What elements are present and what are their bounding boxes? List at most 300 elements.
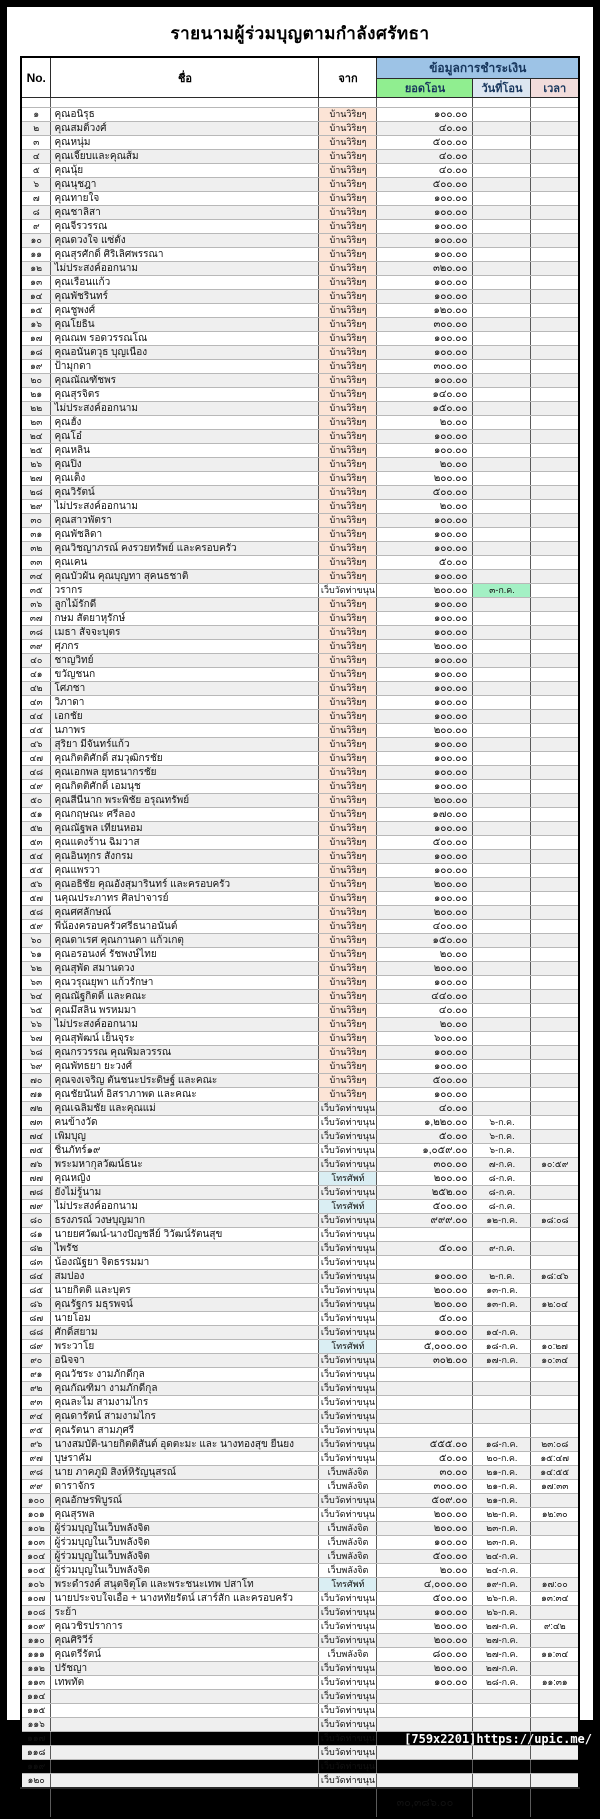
table-row — [21, 1774, 579, 1789]
source-cell: บ้านวิริยๆ — [319, 598, 377, 612]
transfer-amount: ๒๐๐.๐๐ — [377, 906, 473, 920]
transfer-time — [531, 1704, 579, 1718]
donor-name: นายโอม — [51, 1312, 319, 1326]
row-number: ๙๕ — [21, 1424, 51, 1438]
transfer-amount: ๒๐๐.๐๐ — [377, 1662, 473, 1676]
row-number: ๗๕ — [21, 1144, 51, 1158]
transfer-time: ๑๐:๓๔ — [531, 1354, 579, 1368]
donor-name: คุณกิตติศักดิ์ เอมนุช — [51, 780, 319, 794]
transfer-amount: ๑๔๐.๐๐ — [377, 388, 473, 402]
table-row — [21, 906, 579, 920]
table-row — [21, 1438, 579, 1452]
donor-name: เมธา สัจจะบุตร — [51, 626, 319, 640]
transfer-time — [531, 822, 579, 836]
transfer-date — [473, 304, 531, 318]
transfer-date — [473, 612, 531, 626]
source-cell: บ้านวิริยๆ — [319, 640, 377, 654]
transfer-amount: ๔๐.๐๐ — [377, 1004, 473, 1018]
source-cell: โทรศัพท์ — [319, 1172, 377, 1186]
donor-name: คุณแดงร้าน ฉิมวาส — [51, 836, 319, 850]
transfer-date — [473, 388, 531, 402]
transfer-amount: ๕๐๐.๐๐ — [377, 836, 473, 850]
donor-name: เพิ่มบุญ — [51, 1130, 319, 1144]
transfer-amount: ๑๐๐.๐๐ — [377, 1088, 473, 1102]
transfer-date — [473, 1228, 531, 1242]
donor-name: คุณหญิง — [51, 1172, 319, 1186]
transfer-time — [531, 318, 579, 332]
transfer-date — [473, 1032, 531, 1046]
transfer-amount: ๑๐๐.๐๐ — [377, 1606, 473, 1620]
table-row — [21, 1424, 579, 1438]
donor-name: คุณกิตติศักดิ์ สมวุฒิกรชัย — [51, 752, 319, 766]
transfer-amount: ๑๐๐.๐๐ — [377, 346, 473, 360]
donor-name: คุณณัฐพล เทียนหอม — [51, 822, 319, 836]
transfer-date — [473, 682, 531, 696]
table-row — [21, 332, 579, 346]
transfer-date — [473, 1774, 531, 1789]
row-number: ๖๗ — [21, 1032, 51, 1046]
transfer-date: ๒๓-ก.ค. — [473, 1536, 531, 1550]
source-cell: เว็บวัดท่าขนุน — [319, 1452, 377, 1466]
source-cell: เว็บวัดท่าขนุน — [319, 1270, 377, 1284]
transfer-amount: ๓๒๐.๐๐ — [377, 262, 473, 276]
row-number: ๗๔ — [21, 1130, 51, 1144]
row-number: ๘๑ — [21, 1228, 51, 1242]
transfer-time — [531, 1606, 579, 1620]
source-cell: บ้านวิริยๆ — [319, 906, 377, 920]
row-number: ๑๐๔ — [21, 1550, 51, 1564]
transfer-time — [531, 948, 579, 962]
table-row — [21, 1648, 579, 1662]
transfer-time — [531, 598, 579, 612]
table-row — [21, 276, 579, 290]
source-cell: เว็บวัดท่าขนุน — [319, 1116, 377, 1130]
transfer-date — [473, 402, 531, 416]
total-label: รวม — [51, 1788, 377, 1818]
source-cell: เว็บวัดท่าขนุน — [319, 1606, 377, 1620]
source-cell: บ้านวิริยๆ — [319, 850, 377, 864]
row-number: ๘๒ — [21, 1242, 51, 1256]
donor-name: บุษราคัม — [51, 1452, 319, 1466]
transfer-date: ๒๗-ก.ค. — [473, 1620, 531, 1634]
transfer-date — [473, 962, 531, 976]
donor-name — [51, 1704, 319, 1718]
row-number: ๙๐ — [21, 1354, 51, 1368]
transfer-time — [531, 864, 579, 878]
row-number: ๕๘ — [21, 906, 51, 920]
row-number: ๖๖ — [21, 1018, 51, 1032]
row-number: ๑๐๗ — [21, 1592, 51, 1606]
transfer-date — [473, 374, 531, 388]
transfer-time — [531, 752, 579, 766]
transfer-date — [473, 108, 531, 122]
transfer-time — [531, 556, 579, 570]
transfer-time — [531, 682, 579, 696]
row-number: ๓๓ — [21, 556, 51, 570]
source-cell: บ้านวิริยๆ — [319, 1060, 377, 1074]
transfer-amount: ๑๐๐.๐๐ — [377, 234, 473, 248]
table-row — [21, 1060, 579, 1074]
row-number: ๑ — [21, 108, 51, 122]
transfer-time — [531, 220, 579, 234]
transfer-time — [531, 780, 579, 794]
donor-name: คุณกรวรรณ คุณพิมลวรรณ — [51, 1046, 319, 1060]
row-number: ๓๕ — [21, 584, 51, 598]
transfer-date — [473, 290, 531, 304]
transfer-amount — [377, 1256, 473, 1270]
transfer-date — [473, 346, 531, 360]
total-empty-time-cell — [531, 1788, 579, 1818]
transfer-amount: ๑๐๐.๐๐ — [377, 864, 473, 878]
table-row — [21, 1172, 579, 1186]
table-row — [21, 892, 579, 906]
source-cell: เว็บวัดท่าขนุน — [319, 1284, 377, 1298]
transfer-time — [531, 696, 579, 710]
transfer-time — [531, 1662, 579, 1676]
donor-name: ผู้ร่วมบุญในเว็บพลังจิต — [51, 1536, 319, 1550]
transfer-amount: ๒๐๐.๐๐ — [377, 1284, 473, 1298]
transfer-time — [531, 724, 579, 738]
donor-name: กษม สัตยาหุรักษ์ — [51, 612, 319, 626]
row-number: ๖๔ — [21, 990, 51, 1004]
row-number: ๑๑๕ — [21, 1704, 51, 1718]
donor-name: คุณสุรพล — [51, 1508, 319, 1522]
donor-name: ขวัญชนก — [51, 668, 319, 682]
transfer-time — [531, 1088, 579, 1102]
table-row — [21, 780, 579, 794]
source-cell: บ้านวิริยๆ — [319, 836, 377, 850]
table-row — [21, 640, 579, 654]
transfer-amount: ๑๐๐.๐๐ — [377, 220, 473, 234]
donor-name: คุณเคน — [51, 556, 319, 570]
donor-name: ไม่ประสงค์ออกนาม — [51, 262, 319, 276]
row-number: ๒๐ — [21, 374, 51, 388]
transfer-time — [531, 108, 579, 122]
transfer-time — [531, 710, 579, 724]
table-row — [21, 1018, 579, 1032]
transfer-date: ๖-ก.ค. — [473, 1116, 531, 1130]
transfer-amount: ๒๐๐.๐๐ — [377, 878, 473, 892]
transfer-time — [531, 1060, 579, 1074]
donor-name: คุณหลิน — [51, 444, 319, 458]
transfer-amount: ๒๐๐.๐๐ — [377, 724, 473, 738]
row-number: ๔๐ — [21, 654, 51, 668]
transfer-amount: ๔๐.๐๐ — [377, 150, 473, 164]
transfer-amount: ๑๕๐.๐๐ — [377, 934, 473, 948]
transfer-date: ๒๗-ก.ค. — [473, 1662, 531, 1676]
transfer-date — [473, 626, 531, 640]
transfer-date — [473, 696, 531, 710]
transfer-date — [473, 514, 531, 528]
table-row — [21, 710, 579, 724]
source-cell: เว็บวัดท่าขนุน — [319, 1494, 377, 1508]
source-cell: โทรศัพท์ — [319, 1200, 377, 1214]
transfer-time: ๑๘:๔๖ — [531, 1270, 579, 1284]
transfer-time — [531, 1536, 579, 1550]
donor-name: คุณพัชรินทร์ — [51, 290, 319, 304]
transfer-amount: ๑๐๐.๐๐ — [377, 626, 473, 640]
transfer-time — [531, 150, 579, 164]
table-row — [21, 1116, 579, 1130]
transfer-amount: ๒๐๐.๐๐ — [377, 1508, 473, 1522]
transfer-amount: ๑๐๐.๐๐ — [377, 1676, 473, 1690]
table-row — [21, 1550, 579, 1564]
transfer-amount: ๑,๐๕๙.๐๐ — [377, 1144, 473, 1158]
transfer-amount: ๑๐๐.๐๐ — [377, 976, 473, 990]
row-number: ๑๐๒ — [21, 1522, 51, 1536]
transfer-date — [473, 1424, 531, 1438]
source-cell: บ้านวิริยๆ — [319, 920, 377, 934]
donor-name: คุณพัชลิดา — [51, 528, 319, 542]
transfer-time — [531, 360, 579, 374]
transfer-date — [473, 276, 531, 290]
table-row — [21, 1088, 579, 1102]
transfer-amount — [377, 1774, 473, 1789]
donor-name: นคุณประภาทร ศิลปาจารย์ — [51, 892, 319, 906]
transfer-amount: ๒๐๐.๐๐ — [377, 1620, 473, 1634]
donor-name — [51, 1732, 319, 1746]
transfer-time — [531, 990, 579, 1004]
source-cell: บ้านวิริยๆ — [319, 1004, 377, 1018]
donor-name: พระวาโย — [51, 1340, 319, 1354]
table-row — [21, 1382, 579, 1396]
table-footer — [21, 1788, 579, 1818]
transfer-amount: ๕๐๐.๐๐ — [377, 1200, 473, 1214]
transfer-time — [531, 1256, 579, 1270]
source-cell: บ้านวิริยๆ — [319, 528, 377, 542]
table-row — [21, 1340, 579, 1354]
table-row — [21, 1256, 579, 1270]
source-cell: บ้านวิริยๆ — [319, 612, 377, 626]
source-cell: บ้านวิริยๆ — [319, 864, 377, 878]
donor-name: คุณเฉลิมชัย และคุณแม่ — [51, 1102, 319, 1116]
row-number: ๑๒๐ — [21, 1774, 51, 1789]
transfer-date: ๒๘-ก.ค. — [473, 1676, 531, 1690]
table-row — [21, 304, 579, 318]
row-number: ๘๖ — [21, 1298, 51, 1312]
donor-name — [51, 1746, 319, 1760]
donor-name — [51, 1718, 319, 1732]
transfer-date: ๑๗-ก.ค. — [473, 1354, 531, 1368]
transfer-time: ๑๘:๐๘ — [531, 1214, 579, 1228]
transfer-time: ๑๒:๓๐ — [531, 1508, 579, 1522]
transfer-date: ๑๓-ก.ค. — [473, 1298, 531, 1312]
table-row — [21, 500, 579, 514]
transfer-time — [531, 668, 579, 682]
transfer-date: ๒๖-ก.ค. — [473, 1606, 531, 1620]
transfer-amount: ๕,๐๐๐.๐๐ — [377, 1340, 473, 1354]
donor-name: เทพทัต — [51, 1676, 319, 1690]
donor-name: คุณเจี๊ยบและคุณส้ม — [51, 150, 319, 164]
table-row — [21, 1298, 579, 1312]
transfer-date: ๑๒-ก.ค. — [473, 1214, 531, 1228]
transfer-date — [473, 1060, 531, 1074]
donor-name: คุณณัฐกิตติ์ และคณะ — [51, 990, 319, 1004]
transfer-time: ๙:๔๒ — [531, 1620, 579, 1634]
source-cell: บ้านวิริยๆ — [319, 724, 377, 738]
table-row — [21, 360, 579, 374]
transfer-amount: ๑๐๐.๐๐ — [377, 290, 473, 304]
donor-name: น้องณัฐยา จิตธรรมมา — [51, 1256, 319, 1270]
source-cell: เว็บวัดท่าขนุน — [319, 1424, 377, 1438]
transfer-amount: ๕๐๐.๐๐ — [377, 136, 473, 150]
donor-name: คุณตรีรัตน์ — [51, 1648, 319, 1662]
source-cell: บ้านวิริยๆ — [319, 752, 377, 766]
table-row — [21, 668, 579, 682]
transfer-time: ๑๓:๓๔ — [531, 1592, 579, 1606]
transfer-amount: ๑๐๐.๐๐ — [377, 570, 473, 584]
row-number: ๓๖ — [21, 598, 51, 612]
source-cell: บ้านวิริยๆ — [319, 808, 377, 822]
table-row — [21, 654, 579, 668]
table-row — [21, 1270, 579, 1284]
source-cell: เว็บวัดท่าขนุน — [319, 1592, 377, 1606]
source-cell: บ้านวิริยๆ — [319, 878, 377, 892]
transfer-time — [531, 388, 579, 402]
table-row — [21, 108, 579, 122]
row-number: ๑๑๐ — [21, 1634, 51, 1648]
transfer-amount: ๒๐๐.๐๐ — [377, 1634, 473, 1648]
transfer-date — [473, 1018, 531, 1032]
transfer-time — [531, 346, 579, 360]
source-cell: เว็บวัดท่าขนุน — [319, 1774, 377, 1789]
transfer-amount: ๓๐๐.๐๐ — [377, 360, 473, 374]
transfer-amount: ๑๐๐.๐๐ — [377, 514, 473, 528]
row-number: ๒๕ — [21, 444, 51, 458]
transfer-time: ๒๓:๐๘ — [531, 1438, 579, 1452]
source-cell: บ้านวิริยๆ — [319, 962, 377, 976]
row-number: ๑๕ — [21, 304, 51, 318]
donor-name: สุริยา มีจันทร์แก้ว — [51, 738, 319, 752]
table-row — [21, 626, 579, 640]
transfer-date — [473, 430, 531, 444]
transfer-time — [531, 1284, 579, 1298]
row-number: ๑๔ — [21, 290, 51, 304]
transfer-amount: ๑๐๐.๐๐ — [377, 248, 473, 262]
table-header — [21, 57, 579, 98]
donor-name: คุณโอ๋ — [51, 430, 319, 444]
transfer-amount: ๒๐.๐๐ — [377, 1018, 473, 1032]
transfer-amount: ๒๐๐.๐๐ — [377, 584, 473, 598]
transfer-date — [473, 122, 531, 136]
source-cell: เว็บวัดท่าขนุน — [319, 1760, 377, 1774]
transfer-date: ๘-ก.ค. — [473, 1186, 531, 1200]
table-row — [21, 990, 579, 1004]
row-number: ๓๒ — [21, 542, 51, 556]
source-cell: บ้านวิริยๆ — [319, 374, 377, 388]
transfer-date — [473, 794, 531, 808]
table-row — [21, 1760, 579, 1774]
total-empty-date-cell — [473, 1788, 531, 1818]
source-cell: บ้านวิริยๆ — [319, 472, 377, 486]
transfer-date — [473, 864, 531, 878]
header-name: ชื่อ — [51, 57, 319, 98]
transfer-date — [473, 948, 531, 962]
source-cell: บ้านวิริยๆ — [319, 696, 377, 710]
source-cell: เว็บวัดท่าขนุน — [319, 1396, 377, 1410]
transfer-time — [531, 458, 579, 472]
donor-name: ผู้ร่วมบุญในเว็บพลังจิต — [51, 1522, 319, 1536]
transfer-date — [473, 1746, 531, 1760]
transfer-amount: ๑๐๐.๐๐ — [377, 710, 473, 724]
row-number: ๑๑๘ — [21, 1746, 51, 1760]
transfer-amount — [377, 1228, 473, 1242]
transfer-amount: ๒๐.๐๐ — [377, 416, 473, 430]
transfer-amount: ๑๐๐.๐๐ — [377, 822, 473, 836]
source-cell: เว็บวัดท่าขนุน — [319, 1312, 377, 1326]
source-cell: เว็บวัดท่าขนุน — [319, 1438, 377, 1452]
row-number: ๕๕ — [21, 864, 51, 878]
transfer-date — [473, 234, 531, 248]
transfer-amount: ๑๐๐.๐๐ — [377, 766, 473, 780]
transfer-date — [473, 990, 531, 1004]
transfer-amount: ๑๐๐.๐๐ — [377, 1270, 473, 1284]
transfer-date — [473, 262, 531, 276]
table-row — [21, 430, 579, 444]
row-number: ๖๓ — [21, 976, 51, 990]
donor-name: คุณจงเจริญ ตันชนะประดิษฐ์ และคณะ — [51, 1074, 319, 1088]
source-cell: เว็บวัดท่าขนุน — [319, 1508, 377, 1522]
transfer-date — [473, 878, 531, 892]
source-cell: เว็บพลังจิต — [319, 1536, 377, 1550]
transfer-amount: ๑๐๐.๐๐ — [377, 108, 473, 122]
donor-name: คุณดวงใจ แซ่ตั้ง — [51, 234, 319, 248]
transfer-date — [473, 472, 531, 486]
transfer-date: ๒-ก.ค. — [473, 1270, 531, 1284]
transfer-date: ๒๔-ก.ค. — [473, 1550, 531, 1564]
transfer-amount: ๑๐๐.๐๐ — [377, 1060, 473, 1074]
source-cell: โทรศัพท์ — [319, 1578, 377, 1592]
transfer-date — [473, 1704, 531, 1718]
transfer-time — [531, 164, 579, 178]
transfer-amount: ๕๐๐.๐๐ — [377, 1592, 473, 1606]
transfer-time — [531, 584, 579, 598]
transfer-amount: ๓๐๒.๐๐ — [377, 1354, 473, 1368]
transfer-time — [531, 206, 579, 220]
transfer-time — [531, 542, 579, 556]
transfer-amount: ๑๐๐.๐๐ — [377, 1326, 473, 1340]
source-cell: เว็บวัดท่าขนุน — [319, 1130, 377, 1144]
source-cell: เว็บพลังจิต — [319, 1550, 377, 1564]
row-number: ๑๘ — [21, 346, 51, 360]
transfer-amount: ๑๐๐.๐๐ — [377, 276, 473, 290]
source-cell: บ้านวิริยๆ — [319, 976, 377, 990]
row-number: ๕๓ — [21, 836, 51, 850]
row-number: ๒๗ — [21, 472, 51, 486]
table-row — [21, 528, 579, 542]
table-row — [21, 1004, 579, 1018]
table-row — [21, 458, 579, 472]
row-number: ๑๑๗ — [21, 1732, 51, 1746]
transfer-amount: ๒๐๐.๐๐ — [377, 962, 473, 976]
table-row — [21, 1704, 579, 1718]
row-number: ๒๔ — [21, 430, 51, 444]
transfer-amount: ๓๐๐.๐๐ — [377, 1480, 473, 1494]
donor-name: คุณเรือนแก้ว — [51, 276, 319, 290]
transfer-time — [531, 808, 579, 822]
donor-name: พระมหากุลวัฒน์ธนะ — [51, 1158, 319, 1172]
transfer-time — [531, 1130, 579, 1144]
transfer-time — [531, 178, 579, 192]
row-number: ๕๖ — [21, 878, 51, 892]
donor-name: ไม่ประสงค์ออกนาม — [51, 1018, 319, 1032]
source-cell: เว็บวัดท่าขนุน — [319, 1368, 377, 1382]
donor-name: นภาพร — [51, 724, 319, 738]
donor-name: พระดำรงค์ สนุตจิตุโต และพระชนะเทพ ปสาโท — [51, 1578, 319, 1592]
row-number: ๑๐๙ — [21, 1620, 51, 1634]
row-number: ๔๑ — [21, 668, 51, 682]
table-row — [21, 752, 579, 766]
